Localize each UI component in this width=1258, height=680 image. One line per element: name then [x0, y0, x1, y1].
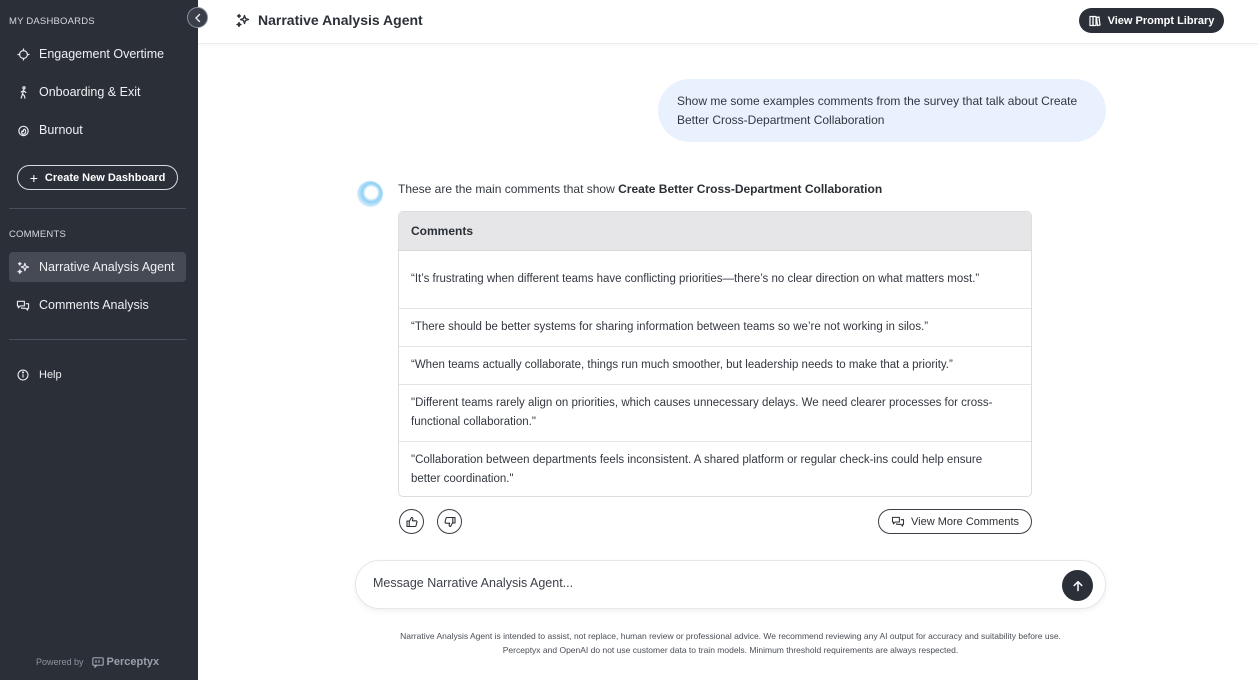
powered-by-label: Powered by	[36, 657, 84, 667]
agent-intro-topic: Create Better Cross-Department Collaboration	[618, 182, 883, 196]
message-input[interactable]	[373, 576, 1053, 590]
perceptyx-logo-icon	[92, 657, 104, 668]
message-composer	[355, 560, 1106, 609]
sidebar-item-label: Help	[39, 369, 62, 381]
thumbs-up-button[interactable]	[399, 509, 424, 534]
table-row: “There should be better systems for sharing information between teams so we’re not working in silos.”	[399, 309, 1031, 347]
crosshair-icon	[16, 47, 30, 61]
sidebar-item-label: Comments Analysis	[39, 298, 149, 312]
sidebar	[0, 0, 198, 680]
table-row: “It’s frustrating when different teams have conflicting priorities—there’s no clear direction on what matters most.”	[399, 251, 1031, 309]
brand-name: Perceptyx	[106, 656, 160, 668]
comments-table-header: Comments	[399, 212, 1031, 251]
sidebar-divider	[9, 208, 186, 209]
top-header	[198, 0, 1258, 44]
disclaimer-line-2: Perceptyx and OpenAI do not use customer data to train models. Minimum threshold requirements are always respected.	[502, 645, 959, 655]
powered-by	[36, 656, 159, 668]
thumbs-up-icon	[406, 516, 418, 528]
table-row: “When teams actually collaborate, things run much smoother, but leadership needs to make that a priority.”	[399, 347, 1031, 385]
user-message-bubble: Show me some examples comments from the survey that talk about Create Better Cross-Department Collaboration	[658, 79, 1106, 142]
chevron-left-icon	[193, 13, 203, 23]
sidebar-item-label: Narrative Analysis Agent	[39, 260, 175, 274]
table-row: "Different teams rarely align on priorities, which causes unnecessary delays. We need clearer processes for cross-functional collaboration."	[399, 385, 1031, 442]
sidebar-item-burnout[interactable]	[9, 115, 186, 145]
sidebar-item-label: Onboarding & Exit	[39, 85, 141, 99]
sidebar-divider	[9, 339, 186, 340]
book-library-icon	[1089, 15, 1101, 27]
arrow-up-icon	[1072, 580, 1084, 592]
thumbs-down-icon	[444, 516, 456, 528]
walking-person-icon	[16, 85, 30, 99]
sparkles-icon	[236, 13, 250, 27]
agent-intro-prefix: These are the main comments that show	[398, 182, 619, 196]
sidebar-item-engagement-overtime[interactable]	[9, 39, 186, 69]
view-prompt-library-button[interactable]	[1079, 8, 1224, 33]
sidebar-item-label: Burnout	[39, 123, 83, 137]
collapse-sidebar-button[interactable]	[187, 7, 208, 28]
comments-table	[398, 211, 1032, 497]
sparkles-icon	[16, 260, 30, 274]
sidebar-item-help[interactable]	[9, 360, 186, 390]
table-row: "Collaboration between departments feels inconsistent. A shared platform or regular check-ins could help ensure better coordination."	[411, 453, 983, 485]
disclaimer-line-1: Narrative Analysis Agent is intended to assist, not replace, human review or professional advice. We recommend reviewing any AI output for accuracy and suitability before use.	[400, 631, 1061, 641]
view-more-comments-button[interactable]	[878, 509, 1032, 534]
info-icon	[16, 368, 30, 382]
perceptyx-logo	[92, 656, 160, 668]
flame-icon	[16, 123, 30, 137]
sidebar-item-onboarding-exit[interactable]	[9, 77, 186, 107]
sidebar-item-narrative-analysis-agent[interactable]	[9, 252, 186, 282]
agent-avatar	[357, 181, 383, 207]
send-button[interactable]	[1062, 570, 1093, 601]
page-title-text: Narrative Analysis Agent	[258, 12, 423, 28]
create-new-dashboard-button[interactable]	[17, 165, 178, 190]
plus-icon: +	[29, 169, 38, 186]
agent-intro-text	[398, 182, 882, 196]
comments-heading: COMMENTS	[9, 229, 67, 240]
create-new-dashboard-label: Create New Dashboard	[44, 171, 166, 184]
sidebar-item-comments-analysis[interactable]	[9, 290, 186, 320]
ai-disclaimer	[340, 629, 1121, 657]
chat-bubbles-icon	[16, 298, 30, 312]
thumbs-down-button[interactable]	[437, 509, 462, 534]
page-title	[236, 12, 423, 28]
chat-bubbles-icon	[891, 516, 905, 528]
view-more-comments-label: View More Comments	[911, 515, 1019, 528]
view-prompt-library-label: View Prompt Library	[1107, 14, 1215, 27]
my-dashboards-heading: MY DASHBOARDS	[9, 16, 95, 27]
sidebar-item-label: Engagement Overtime	[39, 47, 165, 61]
